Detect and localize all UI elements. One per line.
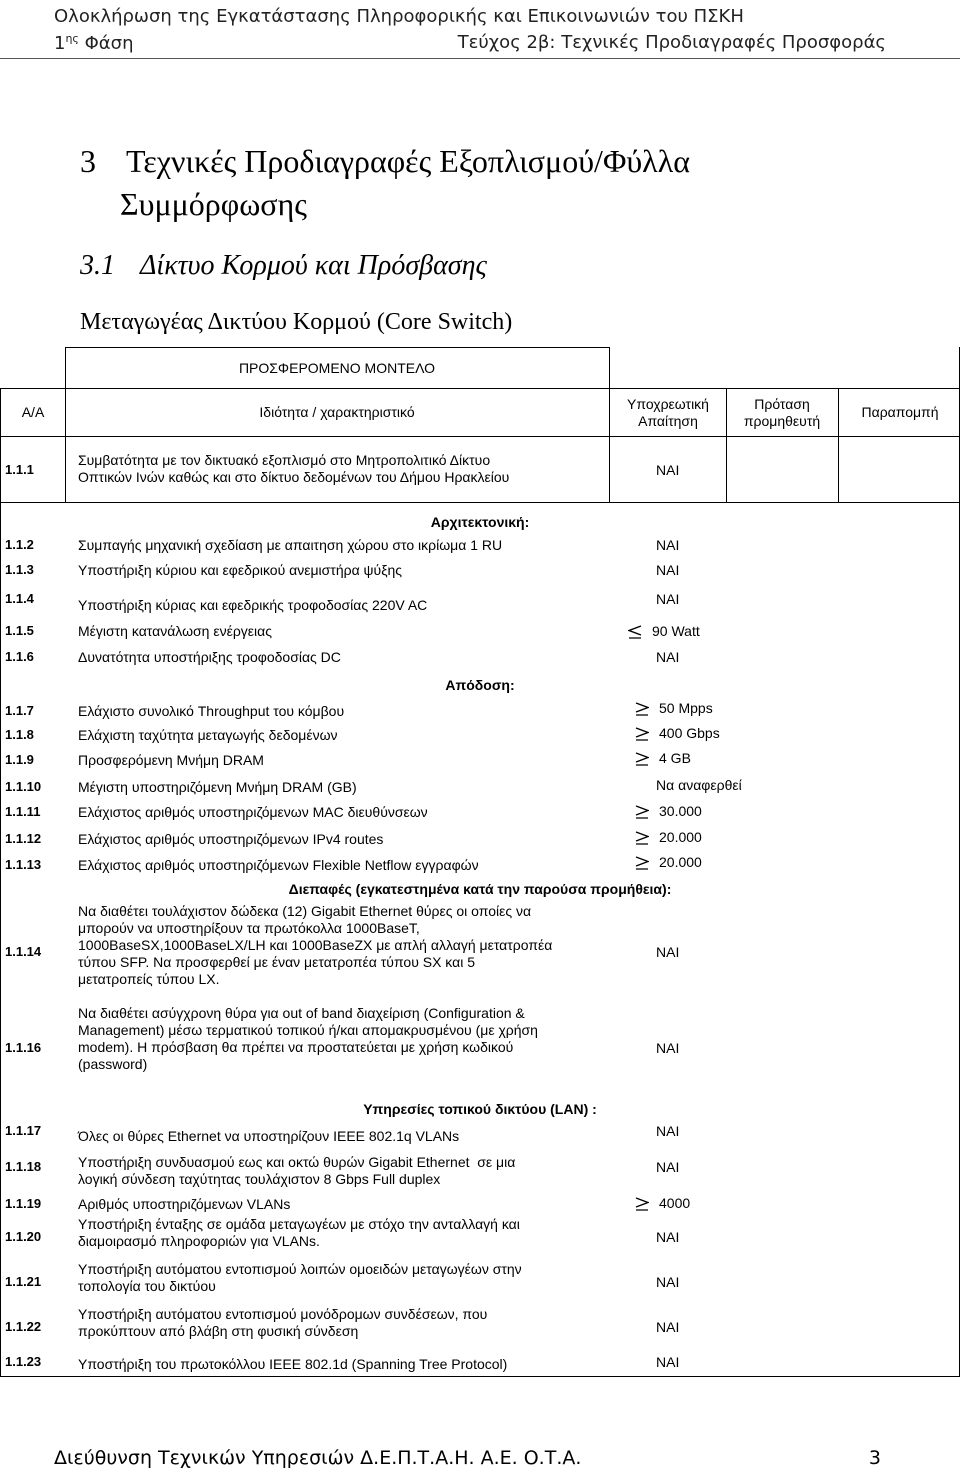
table-border xyxy=(726,388,727,502)
row-number: 1.1.22 xyxy=(5,1319,42,1334)
row-requirement xyxy=(635,854,702,870)
row-requirement-value: ΝΑΙ xyxy=(656,1354,680,1370)
heading-number: 3 xyxy=(80,143,96,179)
row-requirement xyxy=(635,803,702,819)
row-number: 1.1.18 xyxy=(5,1159,42,1174)
row-number: 1.1.19 xyxy=(5,1196,42,1211)
row-requirement xyxy=(635,1195,690,1211)
table-border xyxy=(838,388,839,502)
row-requirement-value: ΝΑΙ xyxy=(656,944,680,960)
row-number: 1.1.23 xyxy=(5,1354,42,1369)
header-issue: Τεύχος 2β: Τεχνικές Προδιαγραφές Προσφοράς xyxy=(457,32,886,53)
row-description: Υποστήριξη αυτόματου εντοπισμού λοιπών ομοειδών μεταγωγέων στην τοπολογία του δικτύου xyxy=(78,1261,522,1294)
row-description: Συμπαγής μηχανική σχεδίαση με απαιτηση χώρου στο ικρίωμα 1 RU xyxy=(78,537,503,553)
row-description: Να διαθέτει τουλάχιστον δώδεκα (12) Gigabit Ethernet θύρες οι οποίες να μπορούν να υποστηρίξουν τα πρωτόκολλα 1000BaseT, 1000BaseSX,1000BaseLX/LH και 1000BaseZX με απλή αλλαγή μετατροπέα τύπου SFP. Να προσφερθεί με έναν μετατροπέα τύπου SX και 5 μετατροπείς τύπου LX. xyxy=(78,903,553,987)
table-border xyxy=(0,388,960,389)
section-architecture: Αρχιτεκτονική: xyxy=(430,514,530,530)
row-number: 1.1.2 xyxy=(5,537,34,552)
heading-title-line1: Τεχνικές Προδιαγραφές Εξοπλισμού/Φύλλα xyxy=(126,143,690,179)
row-number: 1.1.13 xyxy=(5,857,42,872)
col-header-offer: Πρόταση προμηθευτή xyxy=(743,396,821,429)
row-requirement-value: 30.000 xyxy=(659,803,702,819)
row-description: Μέγιστη υποστηριζόμενη Μνήμη DRAM (GB) xyxy=(78,779,357,795)
table-border xyxy=(65,347,609,348)
table-border xyxy=(609,347,610,502)
header-title: Ολοκλήρωση της Εγκατάστασης Πληροφορικής και Επικοινωνιών του ΠΣΚΗ xyxy=(54,6,744,27)
row-description: Συμβατότητα με τον δικτυακό εξοπλισμό στο Μητροπολιτικό Δίκτυο Οπτικών Ινών καθώς και στο δίκτυο δεδομένων του Δήμου Ηρακλείου xyxy=(78,452,510,485)
row-description: Μέγιστη κατανάλωση ενέργειας xyxy=(78,623,272,639)
table-border xyxy=(0,436,960,437)
row-requirement-value: 90 Watt xyxy=(652,623,700,639)
row-description: Υποστήριξη κύριας και εφεδρικής τροφοδοσίας 220V AC xyxy=(78,597,428,613)
footer-page-number: 3 xyxy=(868,1447,881,1469)
heading-title-line2: Συμμόρφωσης xyxy=(120,186,307,222)
header-phase-word: Φάση xyxy=(84,33,134,54)
row-requirement-value: 20.000 xyxy=(659,829,702,845)
row-requirement xyxy=(656,591,679,607)
row-requirement xyxy=(656,944,679,960)
subheading-title: Δίκτυο Κορμού και Πρόσβασης xyxy=(140,250,487,281)
row-requirement-value: ΝΑΙ xyxy=(656,462,680,478)
header-rule xyxy=(0,58,960,59)
row-requirement xyxy=(635,829,702,845)
row-requirement-value: ΝΑΙ xyxy=(656,1040,680,1056)
row-requirement-value: ΝΑΙ xyxy=(656,1159,680,1175)
table-border xyxy=(65,347,66,502)
table-border xyxy=(0,388,1,1377)
col-header-required: Υποχρεωτική Απαίτηση xyxy=(627,396,709,429)
row-requirement xyxy=(635,700,713,716)
row-description: Προσφερόμενη Μνήμη DRAM xyxy=(78,752,264,768)
row-requirement xyxy=(656,462,679,478)
device-title: Μεταγωγέας Δικτύου Κορμού (Core Switch) xyxy=(80,309,513,335)
row-requirement-value: 4 GB xyxy=(659,750,691,766)
col-header-ref: Παραπομπή xyxy=(861,404,939,420)
row-description: Ελάχιστος αριθμός υποστηριζόμενων IPv4 routes xyxy=(78,831,384,847)
row-requirement xyxy=(656,1159,679,1175)
row-description: Ελάχιστος αριθμός υποστηριζόμενων MAC διευθύνσεων xyxy=(78,804,428,820)
row-requirement xyxy=(656,562,679,578)
section-performance: Απόδοση: xyxy=(445,677,515,693)
row-requirement-value: 50 Mpps xyxy=(659,700,713,716)
row-description: Όλες οι θύρες Ethernet να υποστηρίζουν IEEE 802.1q VLANs xyxy=(78,1128,460,1144)
row-description: Ελάχιστος αριθμός υποστηριζόμενων Flexible Netflow εγγραφών xyxy=(78,857,479,873)
row-requirement xyxy=(656,1229,679,1245)
header-phase xyxy=(54,32,133,54)
row-description: Ελάχιστο συνολικό Throughput του κόμβου xyxy=(78,703,345,719)
row-requirement-value: ΝΑΙ xyxy=(656,1274,680,1290)
row-number: 1.1.6 xyxy=(5,649,34,664)
section-lan-services: Υπηρεσίες τοπικού δικτύου (LAN) : xyxy=(363,1101,597,1117)
row-requirement xyxy=(656,1040,679,1056)
row-number: 1.1.9 xyxy=(5,752,34,767)
row-number: 1.1.14 xyxy=(5,944,42,959)
row-requirement-value: ΝΑΙ xyxy=(656,1319,680,1335)
row-requirement xyxy=(656,1123,679,1139)
row-number: 1.1.3 xyxy=(5,562,34,577)
row-description: Υποστήριξη του πρωτοκόλλου IEEE 802.1d (Spanning Tree Protocol) xyxy=(78,1356,508,1372)
row-number: 1.1.7 xyxy=(5,703,34,718)
row-requirement-value: ΝΑΙ xyxy=(656,649,680,665)
row-description: Ελάχιστη ταχύτητα μεταγωγής δεδομένων xyxy=(78,727,338,743)
row-description: Υποστήριξη ένταξης σε ομάδα μεταγωγέων με στόχο την ανταλλαγή και διαμοιρασμό πληροφοριών για VLANs. xyxy=(78,1216,520,1249)
row-number: 1.1.8 xyxy=(5,727,34,742)
row-requirement-value: 4000 xyxy=(659,1195,691,1211)
col-header-feature: Ιδιότητα / χαρακτηριστικό xyxy=(259,404,415,420)
row-description: Δυνατότητα υποστήριξης τροφοδοσίας DC xyxy=(78,649,341,665)
row-requirement xyxy=(656,537,679,553)
model-label: ΠΡΟΣΦΕΡΟΜΕΝΟ ΜΟΝΤΕΛΟ xyxy=(238,360,436,376)
row-number: 1.1.4 xyxy=(5,591,34,606)
row-number: 1.1.17 xyxy=(5,1123,42,1138)
footer-text: Διεύθυνση Τεχνικών Υπηρεσιών Δ.Ε.Π.Τ.Α.Η. Α.Ε. Ο.Τ.Α. xyxy=(54,1447,582,1469)
row-description: Να διαθέτει ασύγχρονη θύρα για out of band διαχείριση (Configuration & Management) μέσω τερματικού τοπικού ή/και απομακρυσμένου (με χρήση modem). Η πρόσβαση θα πρέπει να προστατεύεται με χρήση κωδικού (password) xyxy=(78,1005,538,1072)
row-requirement xyxy=(656,777,742,793)
row-description: Υποστήριξη συνδυασμού εως και οκτώ θυρών Gigabit Ethernet σε μια λογική σύνδεση ταχύτητας τουλάχιστον 8 Gbps Full duplex xyxy=(78,1154,516,1187)
section-interfaces: Διεπαφές (εγκατεστημένα κατά την παρούσα προμήθεια): xyxy=(288,881,672,897)
row-description: Αριθμός υποστηριζόμενων VLANs xyxy=(78,1196,291,1212)
row-number: 1.1.12 xyxy=(5,831,42,846)
row-requirement-value: ΝΑΙ xyxy=(656,591,680,607)
spec-table xyxy=(0,347,960,1377)
row-number: 1.1.11 xyxy=(5,804,41,819)
row-requirement xyxy=(656,649,679,665)
row-requirement-value: 20.000 xyxy=(659,854,702,870)
row-requirement xyxy=(656,1354,679,1370)
table-border xyxy=(0,1376,960,1377)
row-requirement-value: ΝΑΙ xyxy=(656,537,680,553)
row-number: 1.1.21 xyxy=(5,1274,42,1289)
row-number: 1.1.1 xyxy=(5,462,34,477)
row-description: Υποστήριξη αυτόματου εντοπισμού μονόδρομων συνδέσεων, που προκύπτουν από βλάβη στη φυσική σύνδεση xyxy=(78,1306,488,1339)
row-requirement xyxy=(628,623,700,639)
row-requirement xyxy=(656,1319,679,1335)
row-requirement xyxy=(635,725,720,741)
row-requirement-value: ΝΑΙ xyxy=(656,1229,680,1245)
row-number: 1.1.5 xyxy=(5,623,34,638)
row-number: 1.1.10 xyxy=(5,779,42,794)
row-requirement-value: ΝΑΙ xyxy=(656,562,680,578)
row-number: 1.1.16 xyxy=(5,1040,42,1055)
row-requirement-value: 400 Gbps xyxy=(659,725,720,741)
header-phase-sup: ης xyxy=(65,32,79,45)
subheading-number: 3.1 xyxy=(80,250,115,281)
row-requirement xyxy=(656,1274,679,1290)
row-requirement xyxy=(635,750,691,766)
row-requirement-value: ΝΑΙ xyxy=(656,1123,680,1139)
header-phase-number: 1 xyxy=(54,33,66,54)
row-description: Υποστήριξη κύριου και εφεδρικού ανεμιστήρα ψύξης xyxy=(78,562,402,578)
row-requirement-value: Να αναφερθεί xyxy=(656,777,742,793)
col-header-aa: Α/Α xyxy=(21,404,45,420)
table-border xyxy=(0,502,960,503)
row-number: 1.1.20 xyxy=(5,1229,42,1244)
